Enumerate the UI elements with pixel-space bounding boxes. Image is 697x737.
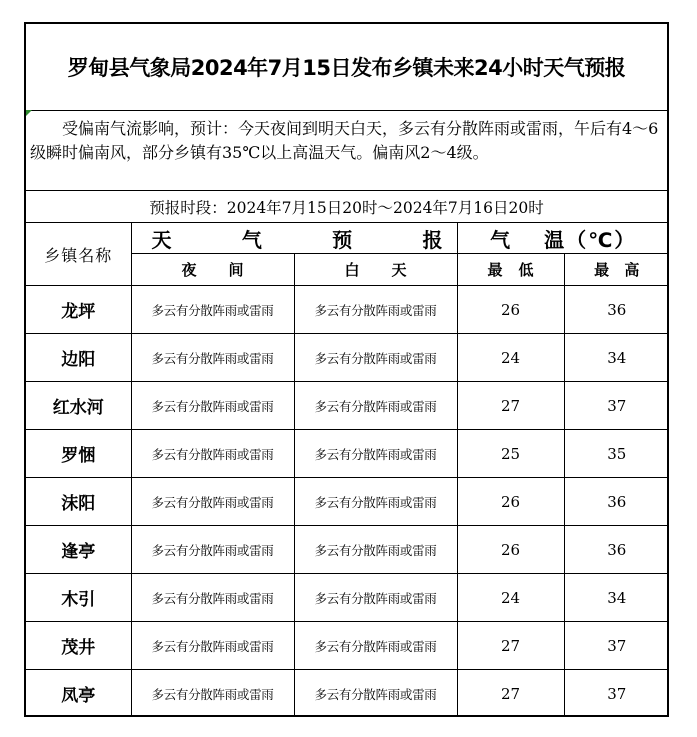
forecast-summary: 受偏南气流影响，预计：今天夜间到明天白天，多云有分散阵雨或雷雨，午后有4～6级瞬时偏南风，部分乡镇有35℃以上高温天气。偏南风2～4级。 xyxy=(26,111,667,191)
header-min-char: 低 xyxy=(518,261,534,279)
max-temp: 35 xyxy=(564,430,669,478)
night-weather: 多云有分散阵雨或雷雨 xyxy=(131,574,294,622)
max-temp: 37 xyxy=(564,382,669,430)
header-min-char: 最 xyxy=(487,261,503,279)
forecast-table xyxy=(26,223,669,717)
header-night-char: 间 xyxy=(228,261,244,279)
max-temp: 34 xyxy=(564,334,669,382)
max-temp: 36 xyxy=(564,286,669,334)
header-night xyxy=(131,254,294,286)
header-forecast-char: 预 xyxy=(332,227,355,252)
header-max xyxy=(564,254,669,286)
night-weather: 多云有分散阵雨或雷雨 xyxy=(131,622,294,670)
header-day-char: 天 xyxy=(391,261,407,279)
max-temp: 36 xyxy=(564,478,669,526)
night-weather: 多云有分散阵雨或雷雨 xyxy=(131,526,294,574)
town-name: 罗悃 xyxy=(26,430,131,478)
town-name: 凤亭 xyxy=(26,670,131,718)
max-temp: 37 xyxy=(564,670,669,718)
max-temp: 37 xyxy=(564,622,669,670)
town-name: 红水河 xyxy=(26,382,131,430)
night-weather: 多云有分散阵雨或雷雨 xyxy=(131,286,294,334)
night-weather: 多云有分散阵雨或雷雨 xyxy=(131,382,294,430)
town-name: 木引 xyxy=(26,574,131,622)
night-weather: 多云有分散阵雨或雷雨 xyxy=(131,430,294,478)
min-temp: 27 xyxy=(457,622,564,670)
min-temp: 27 xyxy=(457,670,564,718)
table-row xyxy=(26,334,669,382)
header-forecast xyxy=(131,223,457,254)
header-max-char: 最 xyxy=(594,261,610,279)
table-row xyxy=(26,670,669,718)
header-temperature-char: 气 xyxy=(490,227,513,252)
town-name: 边阳 xyxy=(26,334,131,382)
night-weather: 多云有分散阵雨或雷雨 xyxy=(131,334,294,382)
day-weather: 多云有分散阵雨或雷雨 xyxy=(294,334,457,382)
table-row xyxy=(26,526,669,574)
town-name: 龙坪 xyxy=(26,286,131,334)
header-forecast-char: 报 xyxy=(422,227,445,252)
header-day xyxy=(294,254,457,286)
header-max-char: 高 xyxy=(624,261,640,279)
min-temp: 24 xyxy=(457,574,564,622)
header-night-char: 夜 xyxy=(181,261,197,279)
day-weather: 多云有分散阵雨或雷雨 xyxy=(294,670,457,718)
header-forecast-char: 气 xyxy=(241,227,264,252)
table-row xyxy=(26,622,669,670)
min-temp: 24 xyxy=(457,334,564,382)
min-temp: 26 xyxy=(457,478,564,526)
min-temp: 26 xyxy=(457,286,564,334)
table-row xyxy=(26,478,669,526)
day-weather: 多云有分散阵雨或雷雨 xyxy=(294,478,457,526)
day-weather: 多云有分散阵雨或雷雨 xyxy=(294,622,457,670)
town-name: 沫阳 xyxy=(26,478,131,526)
day-weather: 多云有分散阵雨或雷雨 xyxy=(294,526,457,574)
min-temp: 25 xyxy=(457,430,564,478)
header-town: 乡镇名称 xyxy=(26,223,131,286)
min-temp: 27 xyxy=(457,382,564,430)
night-weather: 多云有分散阵雨或雷雨 xyxy=(131,670,294,718)
forecast-sheet xyxy=(24,22,669,717)
header-forecast-char: 天 xyxy=(151,227,174,252)
day-weather: 多云有分散阵雨或雷雨 xyxy=(294,430,457,478)
day-weather: 多云有分散阵雨或雷雨 xyxy=(294,382,457,430)
forecast-period: 预报时段：2024年7月15日20时～2024年7月16日20时 xyxy=(26,192,667,223)
town-name: 茂井 xyxy=(26,622,131,670)
min-temp: 26 xyxy=(457,526,564,574)
day-weather: 多云有分散阵雨或雷雨 xyxy=(294,286,457,334)
table-row xyxy=(26,286,669,334)
table-row xyxy=(26,574,669,622)
table-row xyxy=(26,382,669,430)
header-temperature-unit: 温（℃） xyxy=(544,227,637,252)
table-row xyxy=(26,430,669,478)
max-temp: 36 xyxy=(564,526,669,574)
header-day-char: 白 xyxy=(344,261,360,279)
day-weather: 多云有分散阵雨或雷雨 xyxy=(294,574,457,622)
page-title: 罗甸县气象局2024年7月15日发布乡镇未来24小时天气预报 xyxy=(26,24,667,111)
header-temperature xyxy=(457,223,669,254)
header-min xyxy=(457,254,564,286)
max-temp: 34 xyxy=(564,574,669,622)
town-name: 逢亭 xyxy=(26,526,131,574)
night-weather: 多云有分散阵雨或雷雨 xyxy=(131,478,294,526)
